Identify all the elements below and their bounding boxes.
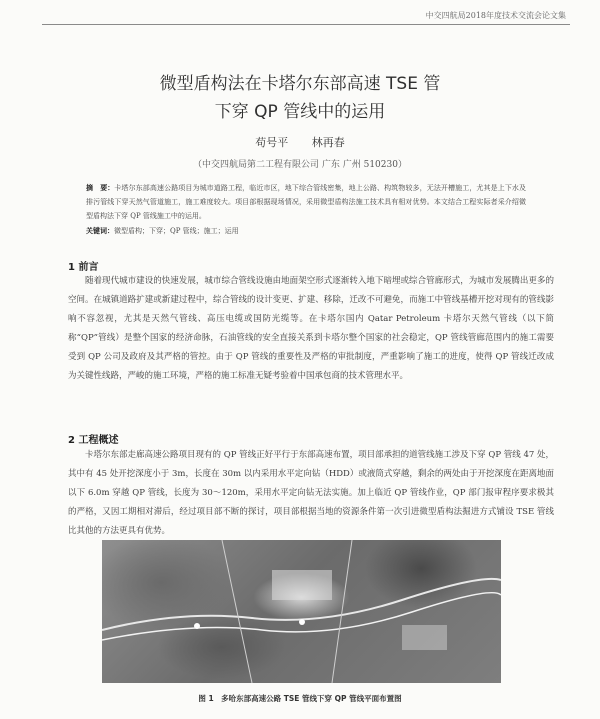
paper-title (0, 70, 600, 126)
section-2-paragraph: 卡塔尔东部走廊高速公路项目现有的 QP 管线正好平行于东部高速布置，项目部承担的道管线施工涉及下穿 QP 管线 47 处，其中有 45 处开挖深度小于 3m，长度在 30m 以内采用水平定向钻（HDD）或液筒式穿越，剩余的两处由于开挖深度在距离地面以下 6.0m 穿越 QP 管线，长度为 30～120m，采用水平定向钻无法实施。加上临近 QP 管线作业，QP 部门报审程序要求极其的严格，又因工期相对滞后，经过项目部不断的探讨，项目部根据当地的资源条件第一次引进微型盾构法掘进方式铺设 TSE 管线比其他的方法更具有优势。 (68, 450, 554, 536)
keywords-text: 微型盾构；下穿；QP 管线；施工；运用 (114, 227, 239, 235)
road-line (222, 540, 252, 683)
abstract (86, 181, 526, 223)
keywords (86, 226, 526, 236)
abstract-text: 卡塔尔东部高速公路项目为城市道路工程，临近市区，地下综合管线密集，地上公路、构筑物较多，无法开槽施工，尤其是上下水及排污管线下穿天然气管道施工，施工难度较大。项目部根据现场情况，采用微型盾构法施工技术具有相对优势。本文结合工程实际者采介绍微型盾构法下穿 QP 管线施工中的运用。 (86, 184, 527, 220)
keywords-label: 关键词： (86, 226, 114, 235)
road-line (332, 540, 352, 683)
site-area (402, 625, 447, 650)
aerial-map-figure (102, 540, 501, 683)
affiliation: （中交四航局第二工程有限公司 广东 广州 510230） (193, 160, 407, 170)
site-area (272, 570, 332, 600)
author-2: 林再春 (311, 136, 345, 149)
section-1-paragraph: 随着现代城市建设的快速发展，城市综合管线设施由地面架空形式逐渐转入地下暗埋或综合管廊形式，为城市发展腾出更多的空间。在城镇道路扩建或新建过程中，综合管线的设计变更、扩建、移除，迁改不可避免，而施工中管线基槽开挖对现有的管线影响不容忽视，尤其是天然气管线、高压电缆或国防光缆等。在卡塔尔国内 Qatar Petroleum 卡塔尔天然气管线（以下简称“QP”管线）是整个国家的经济命脉，石油管线的安全直接关系到卡塔尔整个国家的社会稳定，QP 管线管廊范围内的施工需要受到 QP 公司及政府及其严格的管控。由于 QP 管线的重要性及严格的审批制度，严重影响了施工的进度，使得 QP 管线迁改成为关键性线路，严峻的施工环境，严格的施工标准无疑考验着中国承包商的技术管理水平。 (68, 276, 554, 381)
header-divider (42, 24, 570, 25)
section-2-heading: 2 工程概述 (68, 435, 119, 446)
authors (0, 134, 600, 150)
map-overlay (102, 540, 501, 683)
crossing-marker (194, 623, 200, 629)
title-line-1: 微型盾构法在卡塔尔东部高速 TSE 管 (159, 74, 441, 94)
title-line-2: 下穿 QP 管线中的运用 (214, 102, 386, 122)
figure-caption: 图 1 多哈东部高速公路 TSE 管线下穿 QP 管线平面布置图 (198, 694, 402, 703)
author-1: 苟号平 (255, 136, 289, 149)
running-header: 中交四航局2018年度技术交流会论文集 (425, 11, 566, 20)
crossing-marker (299, 619, 305, 625)
section-1-heading: 1 前言 (68, 262, 99, 273)
abstract-label: 摘 要： (86, 183, 115, 192)
